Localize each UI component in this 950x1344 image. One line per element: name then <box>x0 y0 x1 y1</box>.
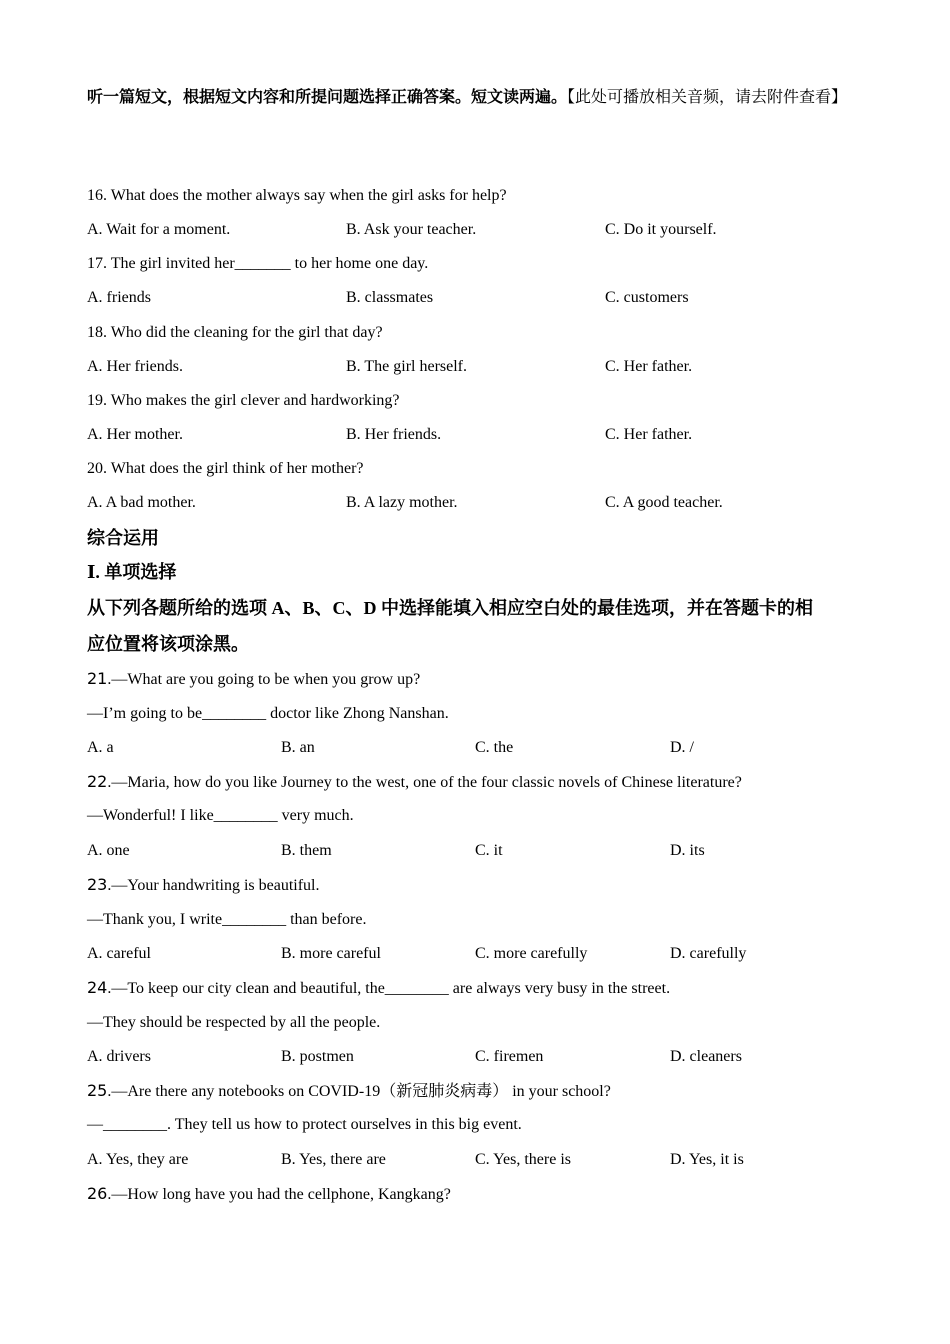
question-22-line2: —Wonderful! I like________ very much. <box>87 807 354 824</box>
question-22-options <box>87 841 863 861</box>
question-16-stem: 16. What does the mother always say when the girl asks for help? <box>87 187 507 204</box>
section-instruction-line2: 应位置将该项涂黑。 <box>87 634 249 654</box>
option-b: B. Ask your teacher. <box>346 221 477 238</box>
listening-instruction <box>87 79 863 117</box>
option-b: B. postmen <box>281 1048 354 1065</box>
listening-instruction-note: 【此处可播放相关音频，请去附件查看】 <box>567 89 848 106</box>
question-19-stem: 19. Who makes the girl clever and hardworking? <box>87 392 400 409</box>
question-16-options <box>87 220 863 240</box>
option-d: D. / <box>670 739 694 756</box>
question-number: 24 <box>87 978 108 997</box>
option-b: B. Yes, there are <box>281 1151 386 1168</box>
option-b: B. them <box>281 842 332 859</box>
question-number: 22 <box>87 772 108 791</box>
question-number: 25 <box>87 1081 108 1100</box>
option-c: C. A good teacher. <box>605 494 723 511</box>
option-c: C. the <box>475 739 514 756</box>
question-23-line2: —Thank you, I write________ than before. <box>87 911 367 928</box>
option-a: A. A bad mother. <box>87 494 196 511</box>
option-c: C. more carefully <box>475 945 588 962</box>
question-23-options <box>87 944 863 964</box>
option-b: B. an <box>281 739 315 756</box>
section-subtitle: Ⅰ. 单项选择 <box>87 562 177 582</box>
question-21-options <box>87 738 863 758</box>
option-c: C. Yes, there is <box>475 1151 572 1168</box>
question-text: .—How long have you had the cellphone, Kangkang? <box>107 1186 451 1203</box>
question-text: .—Maria, how do you like Journey to the west, one of the four classic novels of Chinese literature? <box>107 774 742 791</box>
option-d: D. its <box>670 842 705 859</box>
option-c: C. Her father. <box>605 426 693 443</box>
section-title: 综合运用 <box>87 528 159 548</box>
option-b: B. Her friends. <box>346 426 442 443</box>
listening-instruction-bold: 听一篇短文，根据短文内容和所提问题选择正确答案。短文读两遍。 <box>87 89 568 106</box>
option-c: C. Do it yourself. <box>605 221 717 238</box>
option-a: A. a <box>87 739 114 756</box>
question-25-line1 <box>87 1081 611 1102</box>
option-b: B. The girl herself. <box>346 358 468 375</box>
option-a: A. Her friends. <box>87 358 183 375</box>
question-21-line1 <box>87 669 420 690</box>
option-b: B. classmates <box>346 289 434 306</box>
question-21-line2: —I’m going to be________ doctor like Zhong Nanshan. <box>87 705 449 722</box>
question-19-options <box>87 425 863 445</box>
question-20-options <box>87 493 863 513</box>
question-number: 21 <box>87 669 108 688</box>
option-d: D. cleaners <box>670 1048 742 1065</box>
question-24-line2: —They should be respected by all the people. <box>87 1014 381 1031</box>
option-a: A. Wait for a moment. <box>87 221 231 238</box>
question-26-line1 <box>87 1184 451 1205</box>
option-a: A. friends <box>87 289 151 306</box>
question-22-line1 <box>87 772 742 793</box>
option-c: C. firemen <box>475 1048 544 1065</box>
option-c: C. customers <box>605 289 689 306</box>
question-text: .—What are you going to be when you grow up? <box>107 671 421 688</box>
question-17-stem: 17. The girl invited her_______ to her home one day. <box>87 255 429 272</box>
question-number: 23 <box>87 875 108 894</box>
question-23-line1 <box>87 875 320 896</box>
question-24-line1 <box>87 978 670 999</box>
question-text: .—Are there any notebooks on COVID-19（新冠肺炎病毒） in your school? <box>107 1083 611 1100</box>
option-a: A. Her mother. <box>87 426 183 443</box>
option-a: A. Yes, they are <box>87 1151 189 1168</box>
option-c: C. it <box>475 842 503 859</box>
question-text: .—Your handwriting is beautiful. <box>107 877 320 894</box>
option-a: A. drivers <box>87 1048 151 1065</box>
question-18-stem: 18. Who did the cleaning for the girl that day? <box>87 324 383 341</box>
option-c: C. Her father. <box>605 358 693 375</box>
option-d: D. Yes, it is <box>670 1151 744 1168</box>
option-a: A. careful <box>87 945 151 962</box>
option-d: D. carefully <box>670 945 747 962</box>
question-24-options <box>87 1047 863 1067</box>
question-25-line2: —________. They tell us how to protect ourselves in this big event. <box>87 1116 522 1133</box>
question-25-options <box>87 1150 863 1170</box>
option-a: A. one <box>87 842 130 859</box>
section-instruction-line1: 从下列各题所给的选项 A、B、C、D 中选择能填入相应空白处的最佳选项，并在答题卡的相 <box>87 598 813 618</box>
question-text: .—To keep our city clean and beautiful, the________ are always very busy in the street. <box>107 980 671 997</box>
option-b: B. more careful <box>281 945 381 962</box>
question-20-stem: 20. What does the girl think of her mother? <box>87 460 364 477</box>
question-number: 26 <box>87 1184 108 1203</box>
question-17-options <box>87 288 863 308</box>
option-b: B. A lazy mother. <box>346 494 458 511</box>
question-18-options <box>87 357 863 377</box>
